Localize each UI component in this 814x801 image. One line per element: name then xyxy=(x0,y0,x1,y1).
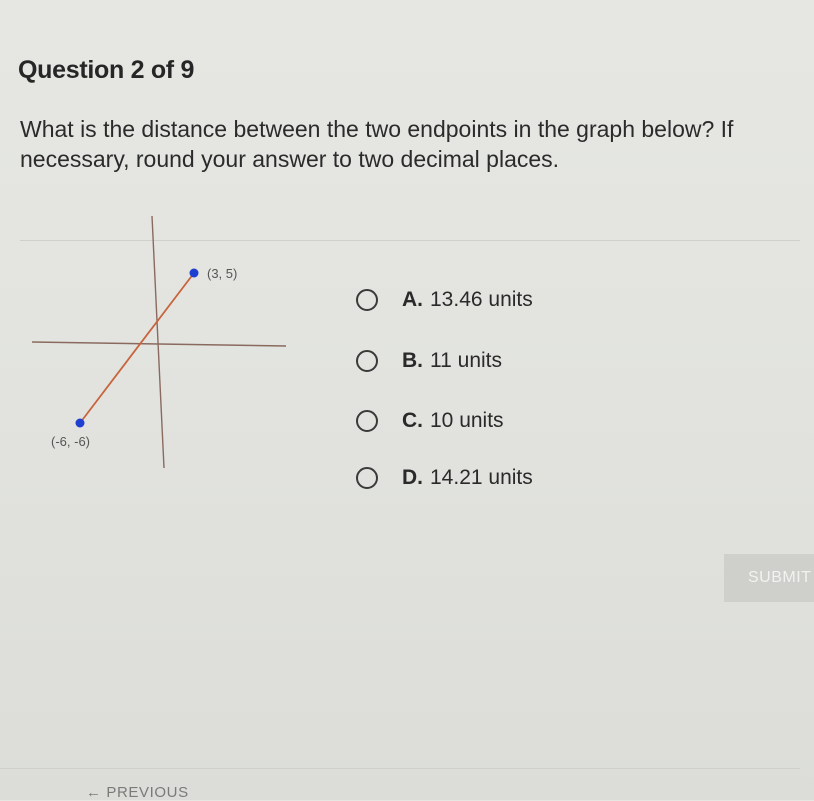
choice-text: 11 units xyxy=(430,349,502,372)
question-text: What is the distance between the two endpoints in the graph below? If necessary, round your answer to two decimal places. xyxy=(20,116,734,172)
radio-icon[interactable] xyxy=(356,467,378,489)
x-axis xyxy=(32,342,286,346)
choice-c[interactable] xyxy=(356,409,504,433)
endpoint-top-label: (3, 5) xyxy=(207,266,238,281)
choice-letter: A. xyxy=(402,288,423,311)
choice-text: 13.46 units xyxy=(430,288,533,311)
choice-text: 10 units xyxy=(430,409,504,432)
choice-letter: B. xyxy=(402,349,423,372)
endpoint-bottom xyxy=(76,419,85,428)
choice-letter: D. xyxy=(402,466,423,489)
submit-button[interactable]: SUBMIT xyxy=(724,554,814,602)
endpoint-bottom-label: (-6, -6) xyxy=(51,434,90,449)
coordinate-graph xyxy=(0,200,310,490)
radio-icon[interactable] xyxy=(356,410,378,432)
line-segment xyxy=(80,273,194,423)
choice-text: 14.21 units xyxy=(430,466,533,489)
y-axis xyxy=(152,216,164,468)
choice-letter: C. xyxy=(402,409,423,432)
radio-icon[interactable] xyxy=(356,289,378,311)
footer-divider xyxy=(0,768,800,769)
choice-d[interactable] xyxy=(356,466,533,490)
choice-a[interactable] xyxy=(356,288,533,312)
choice-b[interactable] xyxy=(356,349,502,373)
endpoint-top xyxy=(190,269,199,278)
radio-icon[interactable] xyxy=(356,350,378,372)
question-header: Question 2 of 9 xyxy=(18,56,195,84)
previous-button[interactable]: ← PREVIOUS xyxy=(86,784,189,801)
